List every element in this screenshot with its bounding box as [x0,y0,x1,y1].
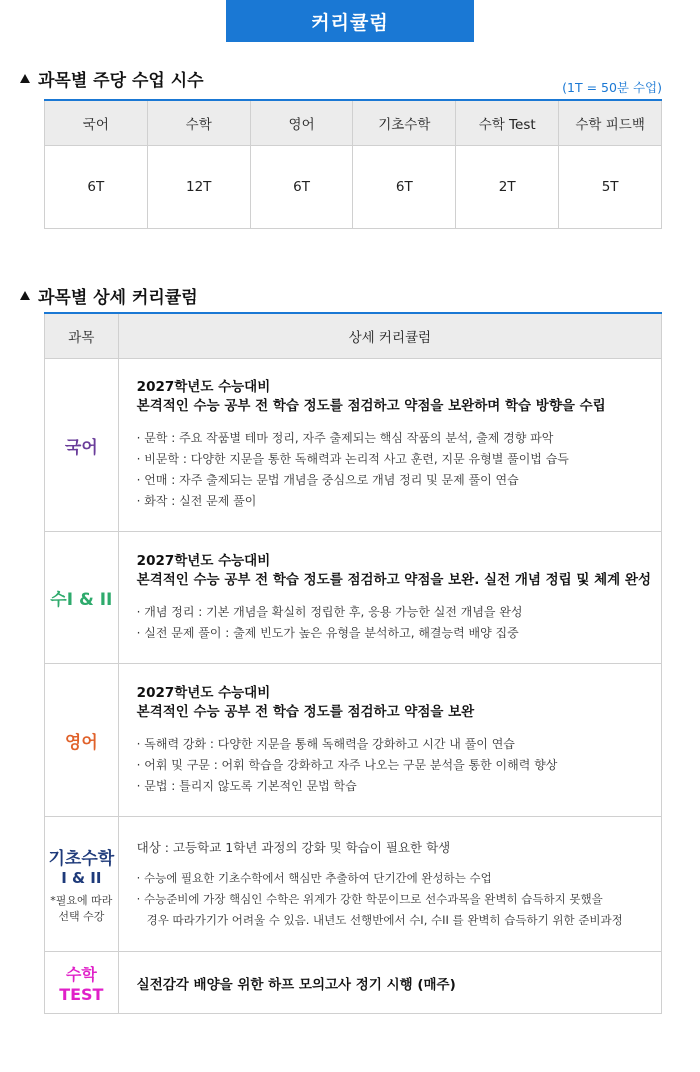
header-math-feedback: 수학 피드백 [559,100,662,146]
subject-basic-math [45,817,119,952]
list-item: · 실전 문제 풀이 : 출제 빈도가 높은 유형을 분석하고, 해결능력 배양 집중 [136,625,519,640]
header-subject: 과목 [45,313,119,359]
english-headline-2: 본격적인 수능 공부 전 학습 정도를 점검하고 약점을 보완 [136,703,475,720]
header-math-test: 수학 Test [456,100,559,146]
list-item: · 어휘 및 구문 : 어휘 학습을 강화하고 자주 나오는 구문 분석을 통한 이해력 향상 [136,757,558,772]
table-row [45,532,662,664]
basic-math-note-2: 선택 수강 [58,909,105,923]
triangle-up-icon [20,291,30,300]
list-item: · 문법 : 틀리지 않도록 기본적인 문법 학습 [136,778,357,793]
period-note: (1T = 50분 수업) [562,80,662,95]
triangle-up-icon [20,74,30,83]
list-item: · 화작 : 실전 문제 풀이 [136,494,257,508]
header-korean: 국어 [45,100,148,146]
list-item: · 비문학 : 다양한 지문을 통한 독해력과 논리적 사고 훈련, 지문 유형별 풀이법 습득 [136,452,569,466]
english-headline-1: 2027학년도 수능대비 [136,684,271,701]
korean-headline-2: 본격적인 수능 공부 전 학습 정도를 점검하고 약점을 보완하며 학습 방향을 수립 [136,398,606,414]
weekly-hours-title [20,66,204,91]
detail-math [118,532,661,664]
list-item: · 문학 : 주요 작품별 테마 정리, 자주 출제되는 핵심 작품의 분석, 출제 경향 파악 [136,431,554,445]
header-basic-math: 기초수학 [353,100,456,146]
detail-curriculum-title-text: 과목별 상세 커리큘럼 [38,288,198,308]
detail-header-row [45,313,662,359]
header-english: 영어 [250,100,353,146]
detail-math-test [118,952,661,1014]
header-math: 수학 [147,100,250,146]
table-row [45,952,662,1014]
weekly-hours-title-text: 과목별 주당 수업 시수 [38,71,204,91]
hours-korean: 6T [45,146,148,229]
list-item: · 개념 정리 : 기본 개념을 확실히 정립한 후, 응용 가능한 실전 개념을 완성 [136,604,523,619]
list-item: · 독해력 강화 : 다양한 지문을 통해 독해력을 강화하고 시간 내 풀이 연습 [136,736,515,751]
basic-math-level: I & II [61,868,102,887]
subject-korean: 국어 [45,359,119,532]
hours-math: 12T [147,146,250,229]
subject-math: 수I & II [45,532,119,664]
hours-math-test: 2T [456,146,559,229]
math-headline-2: 본격적인 수능 공부 전 학습 정도를 점검하고 약점을 보완. 실전 개념 정립 및 체계 완성 [136,571,651,588]
weekly-hours-table [44,99,662,229]
math-bullets [137,602,651,644]
detail-basic-math [118,817,661,952]
list-item: · 언매 : 자주 출제되는 문법 개념을 중심으로 개념 정리 및 문제 풀이 연습 [136,473,519,487]
math-headline-1: 2027학년도 수능대비 [136,552,271,569]
english-bullets [137,734,651,797]
detail-curriculum-table [44,312,662,1014]
weekly-hours-header-row [45,100,662,146]
table-row [45,359,662,532]
basic-math-target: 대상 : 고등학교 1학년 과정의 강화 및 학습이 필요한 학생 [136,839,451,855]
table-row [45,817,662,952]
detail-korean [118,359,661,532]
detail-english [118,664,661,817]
korean-headline-1: 2027학년도 수능대비 [136,379,271,395]
math-test-line: 실전감각 배양을 위한 하프 모의고사 정기 시행 (매주) [136,976,456,993]
basic-math-name: 기초수학 [48,848,115,869]
hours-basic-math: 6T [353,146,456,229]
header-detail: 상세 커리큘럼 [118,313,661,359]
weekly-hours-value-row [45,146,662,229]
subject-english: 영어 [45,664,119,817]
basic-math-note-1: *필요에 따라 [50,893,113,907]
detail-curriculum-title [20,283,198,308]
list-item: · 수능준비에 가장 핵심인 수학은 위계가 강한 학문이므로 선수과목을 완벽히 습득하지 못했을 [136,891,603,906]
list-item-continuation: 경우 따라가기가 어려울 수 있음. 내년도 선행반에서 수I, 수II 를 완벽히 습득하기 위한 준비과정 [146,912,623,927]
hours-english: 6T [250,146,353,229]
subject-math-test: 수학TEST [45,952,119,1014]
basic-math-bullets [137,868,651,931]
korean-bullets [137,428,651,512]
list-item: · 수능에 필요한 기초수학에서 핵심만 추출하여 단기간에 완성하는 수업 [136,870,492,885]
table-row [45,664,662,817]
hours-math-feedback: 5T [559,146,662,229]
curriculum-banner: 커리큘럼 [226,0,474,42]
